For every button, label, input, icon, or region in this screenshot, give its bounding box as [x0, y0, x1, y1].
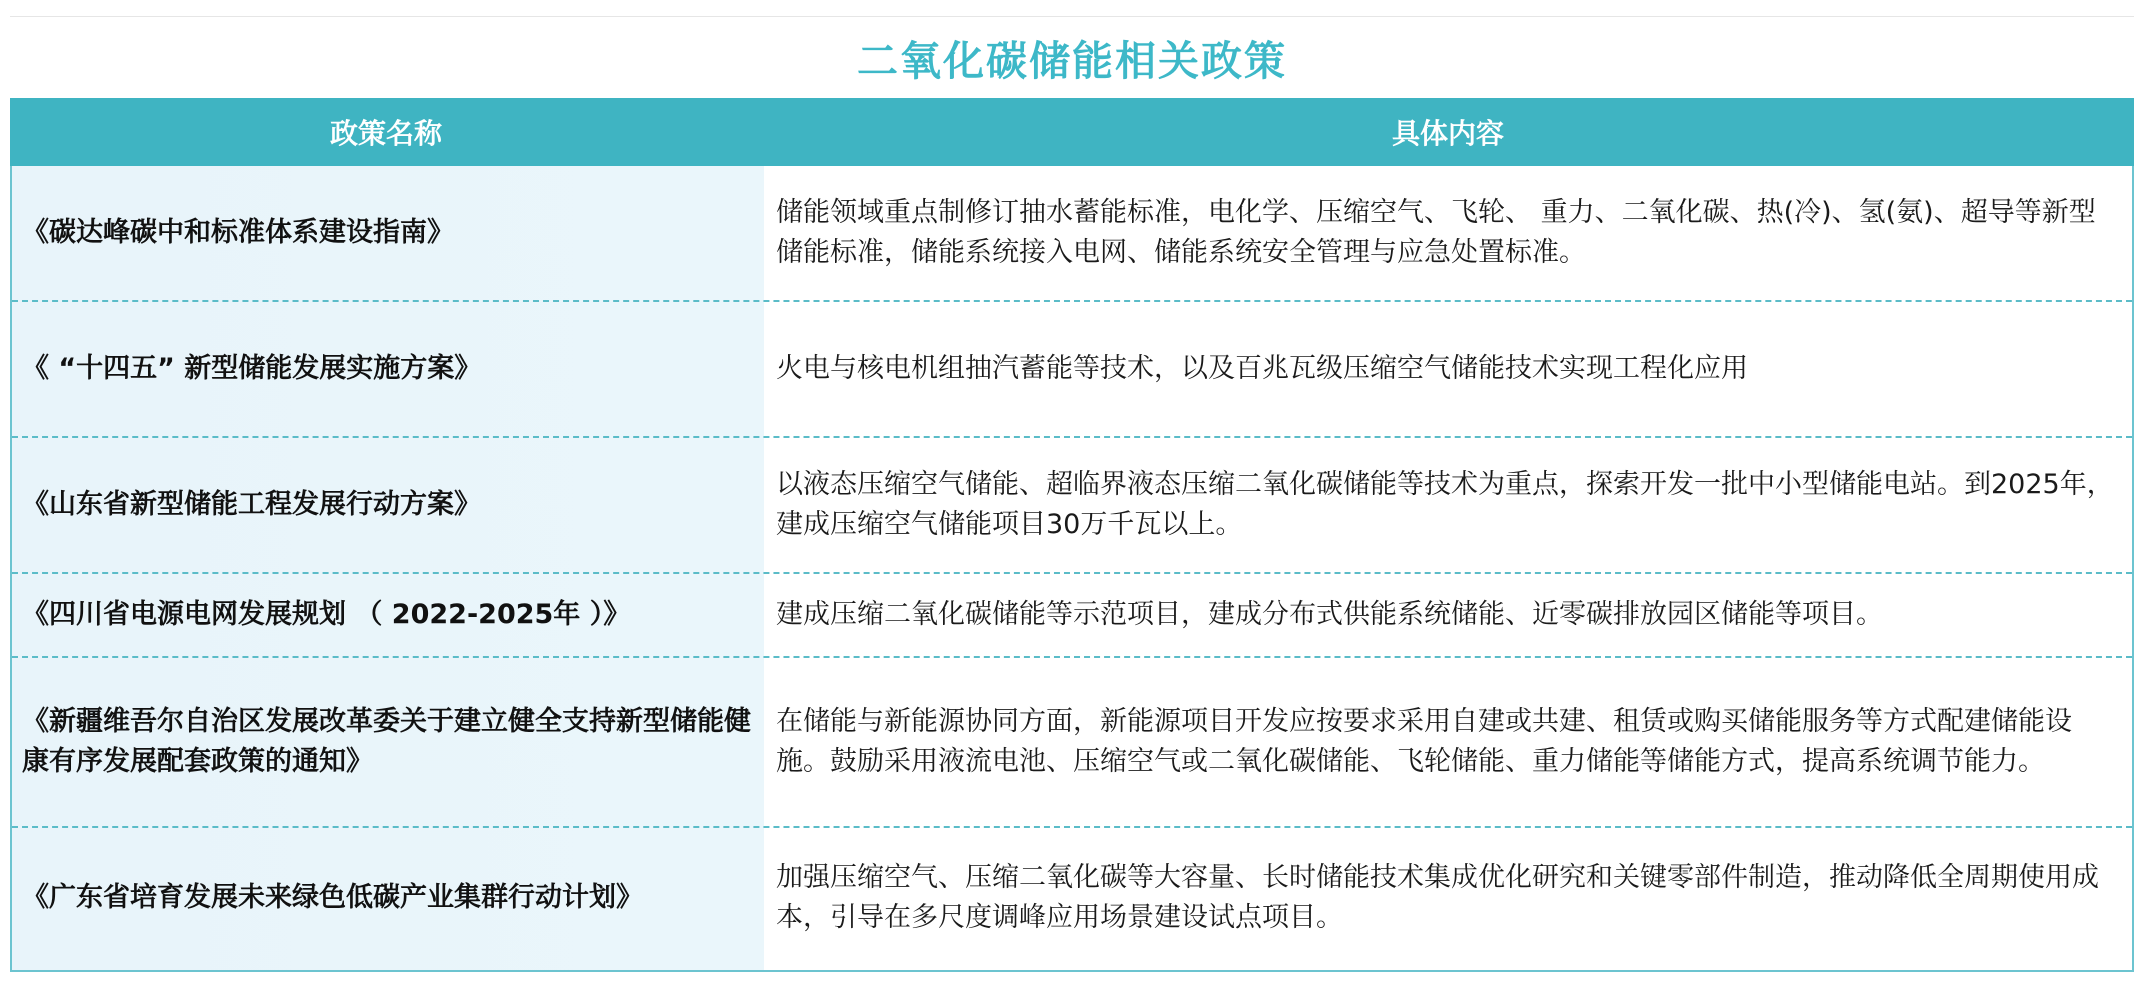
- policy-content-cell: 火电与核电机组抽汽蓄能等技术，以及百兆瓦级压缩空气储能技术实现工程化应用: [776, 353, 1748, 384]
- table-title: 二氧化碳储能相关政策: [857, 37, 1287, 85]
- table-row: [12, 658, 2132, 828]
- policy-content-cell: 加强压缩空气、压缩二氧化碳等大容量、长时储能技术集成优化研究和关键零部件制造，推动降低全周期使用成本，引导在多尺度调峰应用场景建设试点项目。: [776, 862, 2099, 933]
- table-row: [12, 828, 2132, 968]
- header-specific-content: 具体内容: [1391, 117, 1504, 150]
- table-body: [10, 166, 2134, 972]
- policy-name-cell: 《碳达峰碳中和标准体系建设指南》: [22, 217, 454, 248]
- policy-table: [10, 16, 2134, 972]
- policy-name-cell: 《四川省电源电网发展规划 （ 2022-2025年 ）》: [22, 599, 631, 630]
- policy-content-cell: 建成压缩二氧化碳储能等示范项目，建成分布式供能系统储能、近零碳排放园区储能等项目。: [776, 599, 1883, 630]
- table-row: [12, 438, 2132, 574]
- policy-name-cell: 《 “十四五” 新型储能发展实施方案》: [22, 353, 482, 384]
- title-bar: [10, 16, 2134, 98]
- policy-content-cell: 以液态压缩空气储能、超临界液态压缩二氧化碳储能等技术为重点，探索开发一批中小型储能电站。到2025年，建成压缩空气储能项目30万千瓦以上。: [776, 469, 2114, 540]
- table-row: [12, 166, 2132, 302]
- policy-name-cell: 《山东省新型储能工程发展行动方案》: [22, 489, 481, 520]
- header-policy-name: 政策名称: [329, 117, 442, 150]
- table-header: [10, 98, 2134, 166]
- policy-content-cell: 储能领域重点制修订抽水蓄能标准，电化学、压缩空气、飞轮、 重力、二氧化碳、热(冷)、氢(氨)、超导等新型储能标准，储能系统接入电网、储能系统安全管理与应急处置标准。: [776, 197, 2096, 268]
- policy-name-cell: 《新疆维吾尔自治区发展改革委关于建立健全支持新型储能健康有序发展配套政策的通知》: [22, 706, 751, 777]
- policy-name-cell: 《广东省培育发展未来绿色低碳产业集群行动计划》: [22, 882, 643, 913]
- table-row: [12, 302, 2132, 438]
- policy-content-cell: 在储能与新能源协同方面，新能源项目开发应按要求采用自建或共建、租赁或购买储能服务等方式配建储能设施。鼓励采用液流电池、压缩空气或二氧化碳储能、飞轮储能、重力储能等储能方式，提高系统调节能力。: [776, 706, 2072, 777]
- table-row: [12, 574, 2132, 658]
